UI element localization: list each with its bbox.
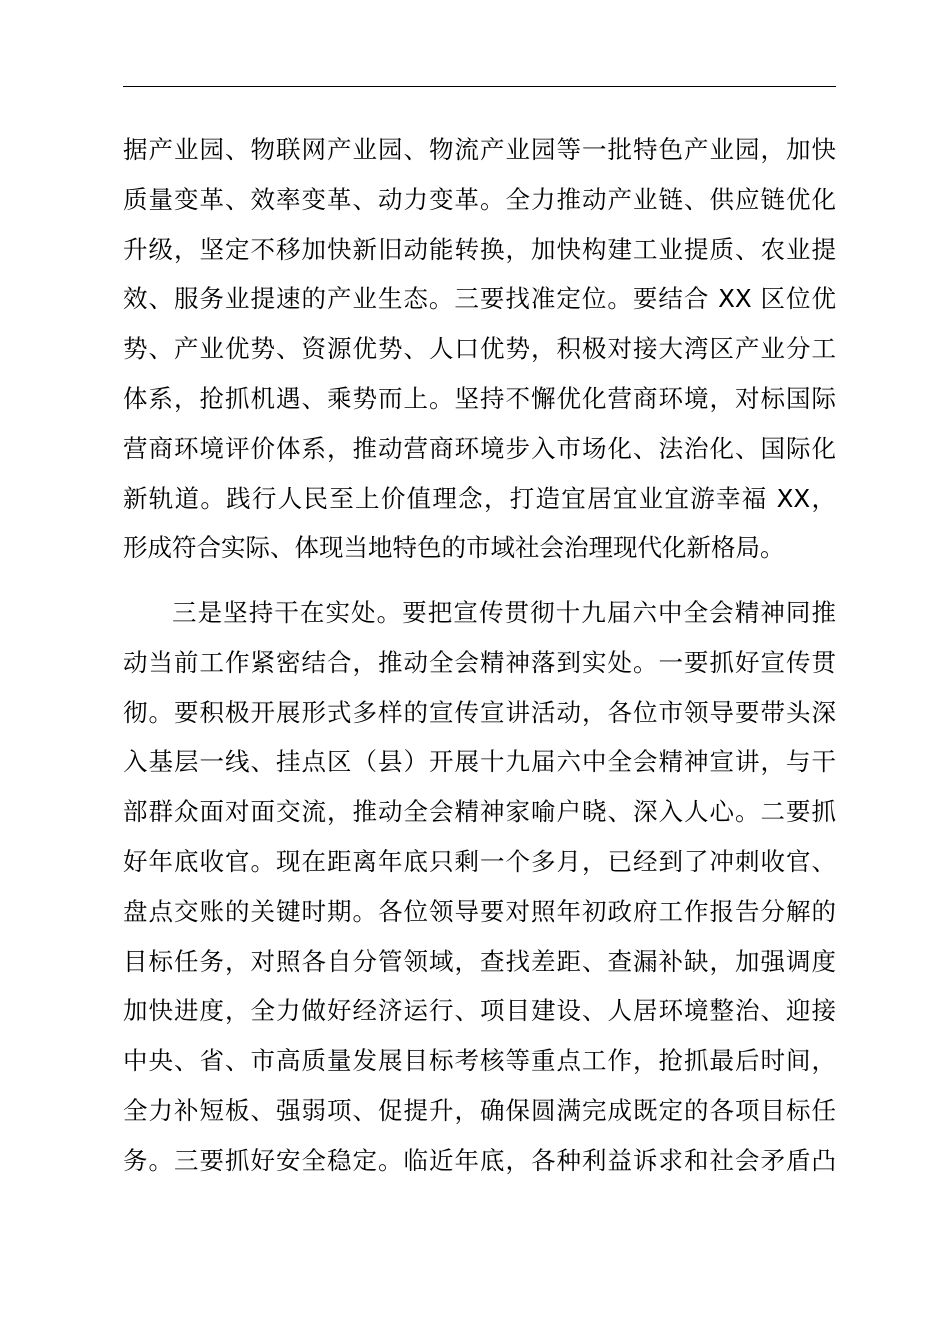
header-rule: [123, 86, 836, 87]
paragraph-line: 好年底收官。现在距离年底只剩一个多月，已经到了冲刺收官、: [123, 846, 836, 876]
paragraph-line: 三是坚持干在实处。要把宣传贯彻十九届六中全会精神同推: [172, 598, 836, 627]
paragraph-line: 营商环境评价体系，推动营商环境步入市场化、法治化、国际化: [123, 433, 836, 463]
paragraph-line: 体系，抢抓机遇、乘势而上。坚持不懈优化营商环境，对标国际: [123, 383, 836, 413]
paragraph-line: 据产业园、物联网产业园、物流产业园等一批特色产业园，加快: [123, 135, 836, 164]
paragraph-line: 务。三要抓好安全稳定。临近年底，各种利益诉求和社会矛盾凸: [123, 1145, 836, 1175]
paragraph-line: 全力补短板、强弱项、促提升，确保圆满完成既定的各项目标任: [123, 1095, 836, 1125]
paragraph-2: [123, 588, 836, 1186]
paragraph-line: 升级，坚定不移加快新旧动能转换，加快构建工业提质、农业提: [123, 234, 836, 264]
paragraph-line: 势、产业优势、资源优势、人口优势，积极对接大湾区产业分工: [123, 334, 836, 364]
paragraph-line: 入基层一线、挂点区（县）开展十九届六中全会精神宣讲，与干: [123, 747, 836, 777]
paragraph-line: 盘点交账的关键时期。各位领导要对照年初政府工作报告分解的: [123, 896, 836, 926]
paragraph-line: 质量变革、效率变革、动力变革。全力推动产业链、供应链优化: [123, 184, 836, 214]
paragraph-1: [123, 125, 836, 573]
paragraph-line: 加快进度，全力做好经济运行、项目建设、人居环境整治、迎接: [123, 996, 836, 1026]
paragraph-line: 形成符合实际、体现当地特色的市域社会治理现代化新格局。: [123, 533, 785, 563]
paragraph-line: 目标任务，对照各自分管领域，查找差距、查漏补缺，加强调度: [123, 946, 836, 976]
paragraph-line: 彻。要积极开展形式多样的宣传宣讲活动，各位市领导要带头深: [123, 697, 836, 727]
paragraph-line: 部群众面对面交流，推动全会精神家喻户晓、深入人心。二要抓: [123, 797, 836, 827]
paragraph-line: 新轨道。践行人民至上价值理念，打造宜居宜业宜游幸福 XX，: [123, 483, 836, 513]
paragraph-line: 动当前工作紧密结合，推动全会精神落到实处。一要抓好宣传贯: [123, 647, 836, 677]
paragraph-line: 中央、省、市高质量发展目标考核等重点工作，抢抓最后时间，: [123, 1046, 836, 1076]
paragraph-line: 效、服务业提速的产业生态。三要找准定位。要结合 XX 区位优: [123, 284, 836, 314]
